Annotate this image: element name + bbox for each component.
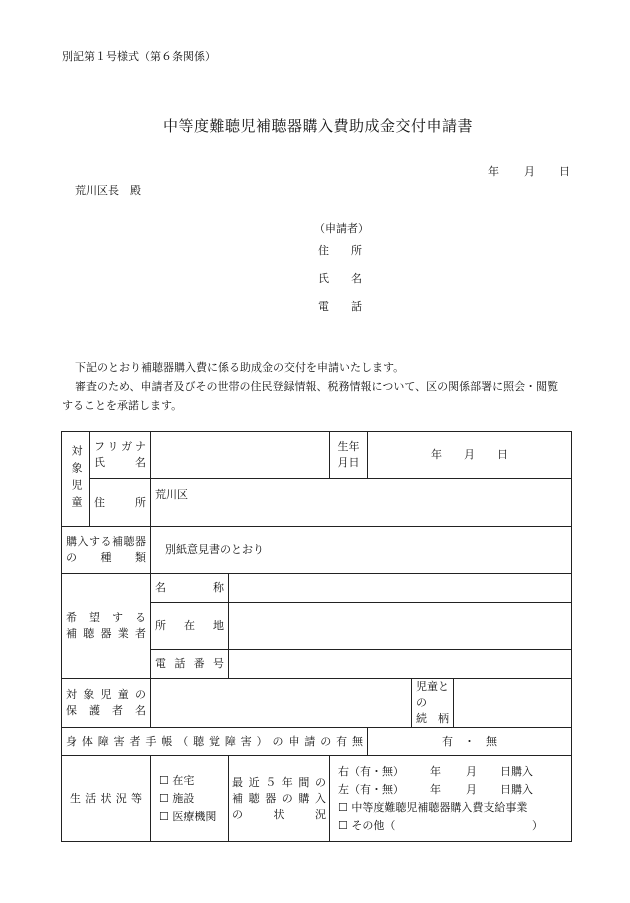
vendor-phone-field[interactable] <box>229 650 572 679</box>
certificate-label: 身体障害者手帳（聴覚障害）の申請の有無 <box>62 728 368 756</box>
table-row <box>62 728 572 756</box>
purchase-option-other-close: ） <box>532 818 544 832</box>
table-row <box>62 574 572 603</box>
device-type-value: 別紙意見書のとおり <box>165 543 264 556</box>
applicant-name-label: 氏 名 <box>318 272 362 285</box>
purchase-label-3: の 状 況 <box>232 807 326 821</box>
furigana-label: フリガナ <box>94 440 146 453</box>
birth-label-1: 生年 <box>337 440 360 453</box>
device-type-label-cell <box>62 527 151 574</box>
relation-field[interactable] <box>454 679 572 728</box>
device-type-label-2: の 種 類 <box>66 551 146 564</box>
guardian-label-1: 対象児童の <box>66 688 146 701</box>
living-option-facility[interactable]: ☐ 施設 <box>159 791 195 805</box>
body-line-2: 審査のため、申請者及びその世帯の住民登録情報、税務情報について、区の関係部署に照会・閲覧 <box>75 380 559 393</box>
guardian-label-2: 保護者名 <box>66 704 146 717</box>
table-row <box>62 756 572 842</box>
vendor-phone-label: 電話番号 <box>151 650 229 679</box>
child-label-cell <box>62 432 90 527</box>
furigana-name-label-cell <box>90 432 151 479</box>
certificate-choice[interactable]: 有 ・ 無 <box>368 728 572 756</box>
birth-label-2: 月日 <box>337 456 360 469</box>
child-address-field[interactable] <box>151 479 572 527</box>
purchase-option-program[interactable]: ☐ 中等度難聴児補聴器購入費支給事業 <box>338 800 528 814</box>
purchase-label-2: 補聴器の購入 <box>232 791 326 805</box>
purchase-option-other-label: ☐ その他（ <box>338 818 396 832</box>
purchase-option-other[interactable] <box>338 817 543 835</box>
purchase-label-cell <box>229 756 330 842</box>
body-line-3: することを承諾します。 <box>62 399 183 412</box>
application-table <box>61 431 572 842</box>
table-row <box>62 679 572 728</box>
body-line-1: 下記のとおり補聴器購入費に係る助成金の交付を申請いたします。 <box>75 361 405 374</box>
living-status-label: 生活状況等 <box>62 756 151 842</box>
purchase-right-line[interactable] <box>338 763 543 781</box>
relation-label-2: 続 柄 <box>416 712 449 725</box>
vendor-location-label: 所在地 <box>151 603 229 650</box>
birth-label-cell <box>330 432 368 479</box>
table-row <box>62 479 572 527</box>
vendor-label-2: 補聴器業者 <box>66 627 146 640</box>
child-name-field[interactable] <box>151 432 330 479</box>
date-day-label: 日 <box>559 165 570 178</box>
vendor-label-cell <box>62 574 151 679</box>
date-year-label: 年 <box>488 165 499 178</box>
device-type-field[interactable] <box>151 527 572 574</box>
date-month-label: 月 <box>524 165 535 178</box>
purchase-detail-cell <box>330 756 572 842</box>
form-label: 別記第１号様式（第６条関係） <box>62 50 216 63</box>
applicant-address-label: 住 所 <box>318 244 362 257</box>
birth-day-label: 日 <box>497 448 509 461</box>
purchase-label-1: 最近５年間の <box>232 775 326 789</box>
birth-month-label: 月 <box>464 448 476 461</box>
birth-year-label: 年 <box>431 448 443 461</box>
table-row <box>62 432 572 479</box>
vendor-label-1: 希望する <box>66 611 146 624</box>
vendor-location-field[interactable] <box>229 603 572 650</box>
vendor-name-field[interactable] <box>229 574 572 603</box>
vendor-name-label: 名 称 <box>151 574 229 603</box>
device-type-label-1: 購入する補聴器 <box>66 535 146 548</box>
page-title: 中等度難聴児補聴器購入費助成金交付申請書 <box>163 117 474 135</box>
addressee: 荒川区長 殿 <box>75 184 141 197</box>
applicant-heading: （申請者） <box>314 222 369 235</box>
living-option-medical[interactable]: ☐ 医療機関 <box>159 809 217 823</box>
guardian-label-cell <box>62 679 151 728</box>
applicant-phone-label: 電 話 <box>318 300 362 313</box>
living-option-home[interactable]: ☐ 在宅 <box>159 773 195 787</box>
table-row <box>62 527 572 574</box>
purchase-left-day: 日購入 <box>500 782 533 796</box>
purchase-left-label: 左（有・無） <box>338 782 404 796</box>
child-label: 対象児童 <box>70 445 83 513</box>
child-name-label: 氏 名 <box>94 456 146 469</box>
child-address-label: 住 所 <box>90 479 151 527</box>
purchase-right-year: 年 <box>430 764 441 778</box>
purchase-right-month: 月 <box>466 764 477 778</box>
purchase-right-label: 右（有・無） <box>338 764 404 778</box>
purchase-left-line[interactable] <box>338 781 543 799</box>
relation-label-cell <box>412 679 454 728</box>
birth-date-field[interactable] <box>368 432 572 479</box>
guardian-name-field[interactable] <box>151 679 412 728</box>
purchase-right-day: 日購入 <box>500 764 533 778</box>
living-options-cell <box>151 756 229 842</box>
purchase-left-month: 月 <box>466 782 477 796</box>
child-address-value: 荒川区 <box>155 488 188 501</box>
relation-label-1: 児童との <box>416 680 449 709</box>
purchase-left-year: 年 <box>430 782 441 796</box>
